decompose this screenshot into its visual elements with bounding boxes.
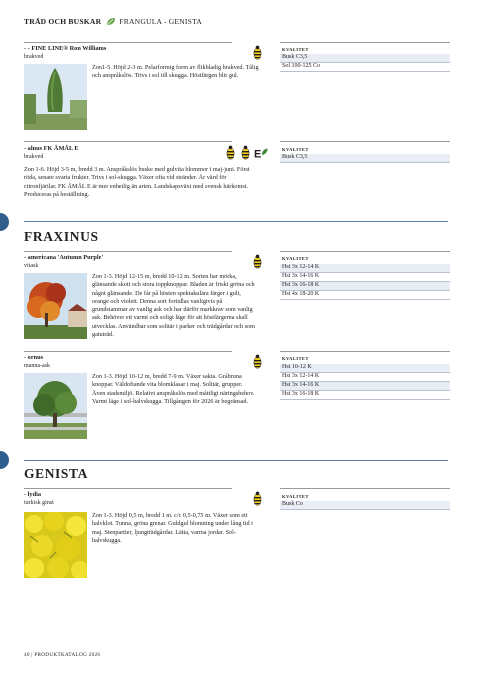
entry-title: - lydia <box>24 491 41 498</box>
quality-row: Hst 4x 18-20 K <box>280 291 450 300</box>
entry-title: - americana 'Autumn Purple' <box>24 254 104 261</box>
divider <box>280 42 450 43</box>
divider <box>24 141 232 142</box>
plant-photo <box>24 512 87 578</box>
entry-title: - alnus FK ÅMÅL E <box>24 145 79 152</box>
header-category: TRÄD OCH BUSKAR <box>24 17 102 26</box>
quality-row: Hst 3x 12-14 K <box>280 373 450 382</box>
plant-photo <box>24 273 87 339</box>
quality-label: KVALITET <box>282 47 309 52</box>
quality-label: KVALITET <box>282 494 309 499</box>
divider <box>280 351 450 352</box>
entry-common-name: vitask <box>24 263 39 269</box>
page-footer: 40 | PRODUKTKATALOG 2026 <box>24 652 101 658</box>
section-marker <box>0 451 9 469</box>
plant-photo <box>24 64 87 130</box>
entry-description: Zon 1-3. Höjd 0,5 m, bredd 1 m. c/c 0,5-0,75 m. Växer som ett halvklot. Tunna, gröna grenar. Guldgul blomning under lång tid i maj. Stenpartier, ljungträdgårdar. Lätta, varma jordar. Sol-halvskugga. <box>92 512 253 544</box>
quality-row: Busk C3,5 <box>280 54 450 63</box>
divider <box>24 42 232 43</box>
divider <box>280 488 450 489</box>
pollinator-bee-icon <box>253 491 262 506</box>
quality-row: Hst 3x 12-14 K <box>280 264 450 273</box>
quality-row: Busk Co <box>280 501 450 510</box>
quality-row: Hst 3x 16-18 K <box>280 391 450 400</box>
entry-common-name: manna-ask <box>24 363 50 369</box>
entry-description: Zon 1-3. Höjd 10-12 m, bredd 7-9 m. Växer sakta. Gråbruna knoppar. Väldoftande vita blomklasar i maj. Solitär, grupper. Även stadsmiljö. Relativt anspråkslös med måttligt näringsbehov. Varmt läge i sol-halvskugga. Tillgången för 2026 är begränsad. <box>92 373 255 405</box>
entry-description: Zon 1-3. Höjd 12-15 m, bredd 10-12 m. Sorten har mörka, glänsande skott och stora toppknoppar. Bladen är friskt gröna och något glänsande. De får på hösten spektakulära färger i gult, orange och violett. Denna sort fortidlas vanligtvis på grundstammar av vanlig ask och har därför markkrav som vanlig ask. Behöver ett varmt och soligt läge för att höstfärgerna skall utvecklas. Användbar som solitär i parker och trädgårdar och som gatuträd. <box>92 273 255 339</box>
divider <box>24 488 232 489</box>
divider <box>24 251 232 252</box>
section-divider <box>24 460 448 461</box>
section-divider <box>24 221 448 222</box>
divider <box>280 251 450 252</box>
pollinator-bee-icon <box>241 145 250 160</box>
quality-row: Busk C3,5 <box>280 154 450 163</box>
quality-list <box>280 154 450 163</box>
pollinator-bee-icon <box>253 254 262 269</box>
pollinator-bee-icon <box>253 45 262 60</box>
entry-common-name: brakved <box>24 154 44 160</box>
entry-description: Zon1-5. Höjd 2-3 m. Pelarformig form av flikbladig brakved. Tålig och anspråkslös. Trivs i sol till skugga. Höstfärgen blir gul. <box>92 64 259 80</box>
pollinator-bee-icon <box>253 354 262 369</box>
entry-description: Zon 1-6. Höjd 3-5 m, bredd 3 m. Anspråkslös buske med gulvita blommor i maj-juni. Först röda, senare svarta frukter. Trivs i sol-skugga. Växer ofta vid stränder. Är värd för citronfjärilar. FK ÅMÅL E är mer enhetlig än arten. Landskapsväxt med svensk härkomst. Produceras på beställning. <box>24 166 250 198</box>
leaf-icon <box>106 17 116 26</box>
divider <box>24 351 232 352</box>
quality-list <box>280 501 450 510</box>
section-title-fraxinus: FRAXINUS <box>24 229 99 244</box>
quality-label: KVALITET <box>282 256 309 261</box>
svg-text:E: E <box>254 148 262 159</box>
quality-row: Hst 3x 14-16 K <box>280 382 450 391</box>
header-subcategory: FRANGULA - GENISTA <box>119 17 202 26</box>
section-marker <box>0 213 9 231</box>
pollinator-bee-icon <box>226 145 235 160</box>
quality-label: KVALITET <box>282 147 309 152</box>
section-title-genista: GENISTA <box>24 466 88 481</box>
quality-row: Hst 3x 16-18 K <box>280 282 450 291</box>
page-header <box>24 17 202 26</box>
quality-row: Sol 100-125 Co <box>280 63 450 72</box>
e-certified-origin-icon <box>254 147 268 159</box>
entry-common-name: turkisk ginst <box>24 500 54 506</box>
divider <box>280 141 450 142</box>
quality-row: Hst 10-12 K <box>280 364 450 373</box>
quality-list <box>280 364 450 400</box>
quality-list <box>280 264 450 300</box>
plant-photo <box>24 373 87 439</box>
entry-common-name: brakved <box>24 54 44 60</box>
quality-label: KVALITET <box>282 356 309 361</box>
entry-title: - ornus <box>24 354 44 361</box>
entry-title: - - FINE LINE® Ron Williams <box>24 45 107 52</box>
quality-list <box>280 54 450 72</box>
quality-row: Hst 3x 14-16 K <box>280 273 450 282</box>
